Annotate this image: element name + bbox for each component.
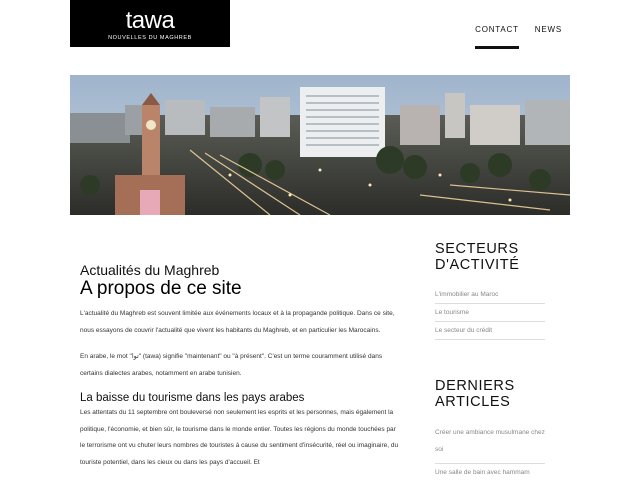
articles-list <box>435 422 545 480</box>
nav-news[interactable]: NEWS <box>534 25 562 34</box>
nav-contact[interactable]: CONTACT <box>475 25 519 49</box>
article-link-hammam[interactable]: Une salle de bain avec hammam <box>435 464 545 480</box>
page-kicker: Actualités du Maghreb <box>80 262 220 278</box>
sectors-list <box>435 286 545 340</box>
section-heading: La baisse du tourisme dans les pays arabes <box>80 392 305 404</box>
site-logo[interactable] <box>70 0 230 47</box>
main-content <box>80 262 400 471</box>
hero-image <box>70 75 570 215</box>
city-panorama-icon <box>70 75 570 215</box>
articles-title-line1: DERNIERS <box>435 378 515 394</box>
logo-tagline: NOUVELLES DU MAGHREB <box>108 35 192 41</box>
sectors-widget <box>435 241 545 340</box>
articles-title-line2: ARTICLES <box>435 394 511 410</box>
recent-articles-widget <box>435 378 545 480</box>
intro-paragraph: L'actualité du Maghreb est souvent limitée aux événements locaux et à la propagande politique. Dans ce site, nous essayons de couvrir l'actualité que vivent les habitants du Maghreb, et en particulier les Marocains. <box>80 310 395 334</box>
articles-title <box>435 378 545 410</box>
definition-paragraph: En arabe, le mot "توا" (tawa) signifie "maintenant" ou "à présent". C'est un terme couramment utilisé dans certains dialectes arabes, notamment en arabe tunisien. <box>80 353 383 377</box>
main-nav <box>475 25 562 49</box>
sector-link-credit[interactable]: Le secteur du crédit <box>435 322 545 340</box>
sector-link-tourisme[interactable]: Le tourisme <box>435 304 545 322</box>
tourism-paragraph: Les attentats du 11 septembre ont bouleversé non seulement les esprits et les personnes, mais également la politique, l'économie, et bien sûr, le tourisme dans le monde entier. Toutes les régions du monde touchées par le terrorisme ont vu chuter leurs nombres de touristes à cause du sentiment d'insécurité, réel ou imaginaire, du touriste potentiel, dans les cieux ou dans les pays d'accueil. Et <box>80 409 399 466</box>
sectors-title <box>435 241 545 273</box>
sectors-title-line1: SECTEURS <box>435 241 519 257</box>
article-link-ambiance[interactable]: Créer une ambiance musulmane chez soi <box>435 422 545 464</box>
sectors-title-line2: D'ACTIVITÉ <box>435 257 520 273</box>
sector-link-immobilier[interactable]: L'immobilier au Maroc <box>435 286 545 304</box>
logo-title: tawa <box>125 7 175 34</box>
page-title: A propos de ce site <box>80 278 242 299</box>
